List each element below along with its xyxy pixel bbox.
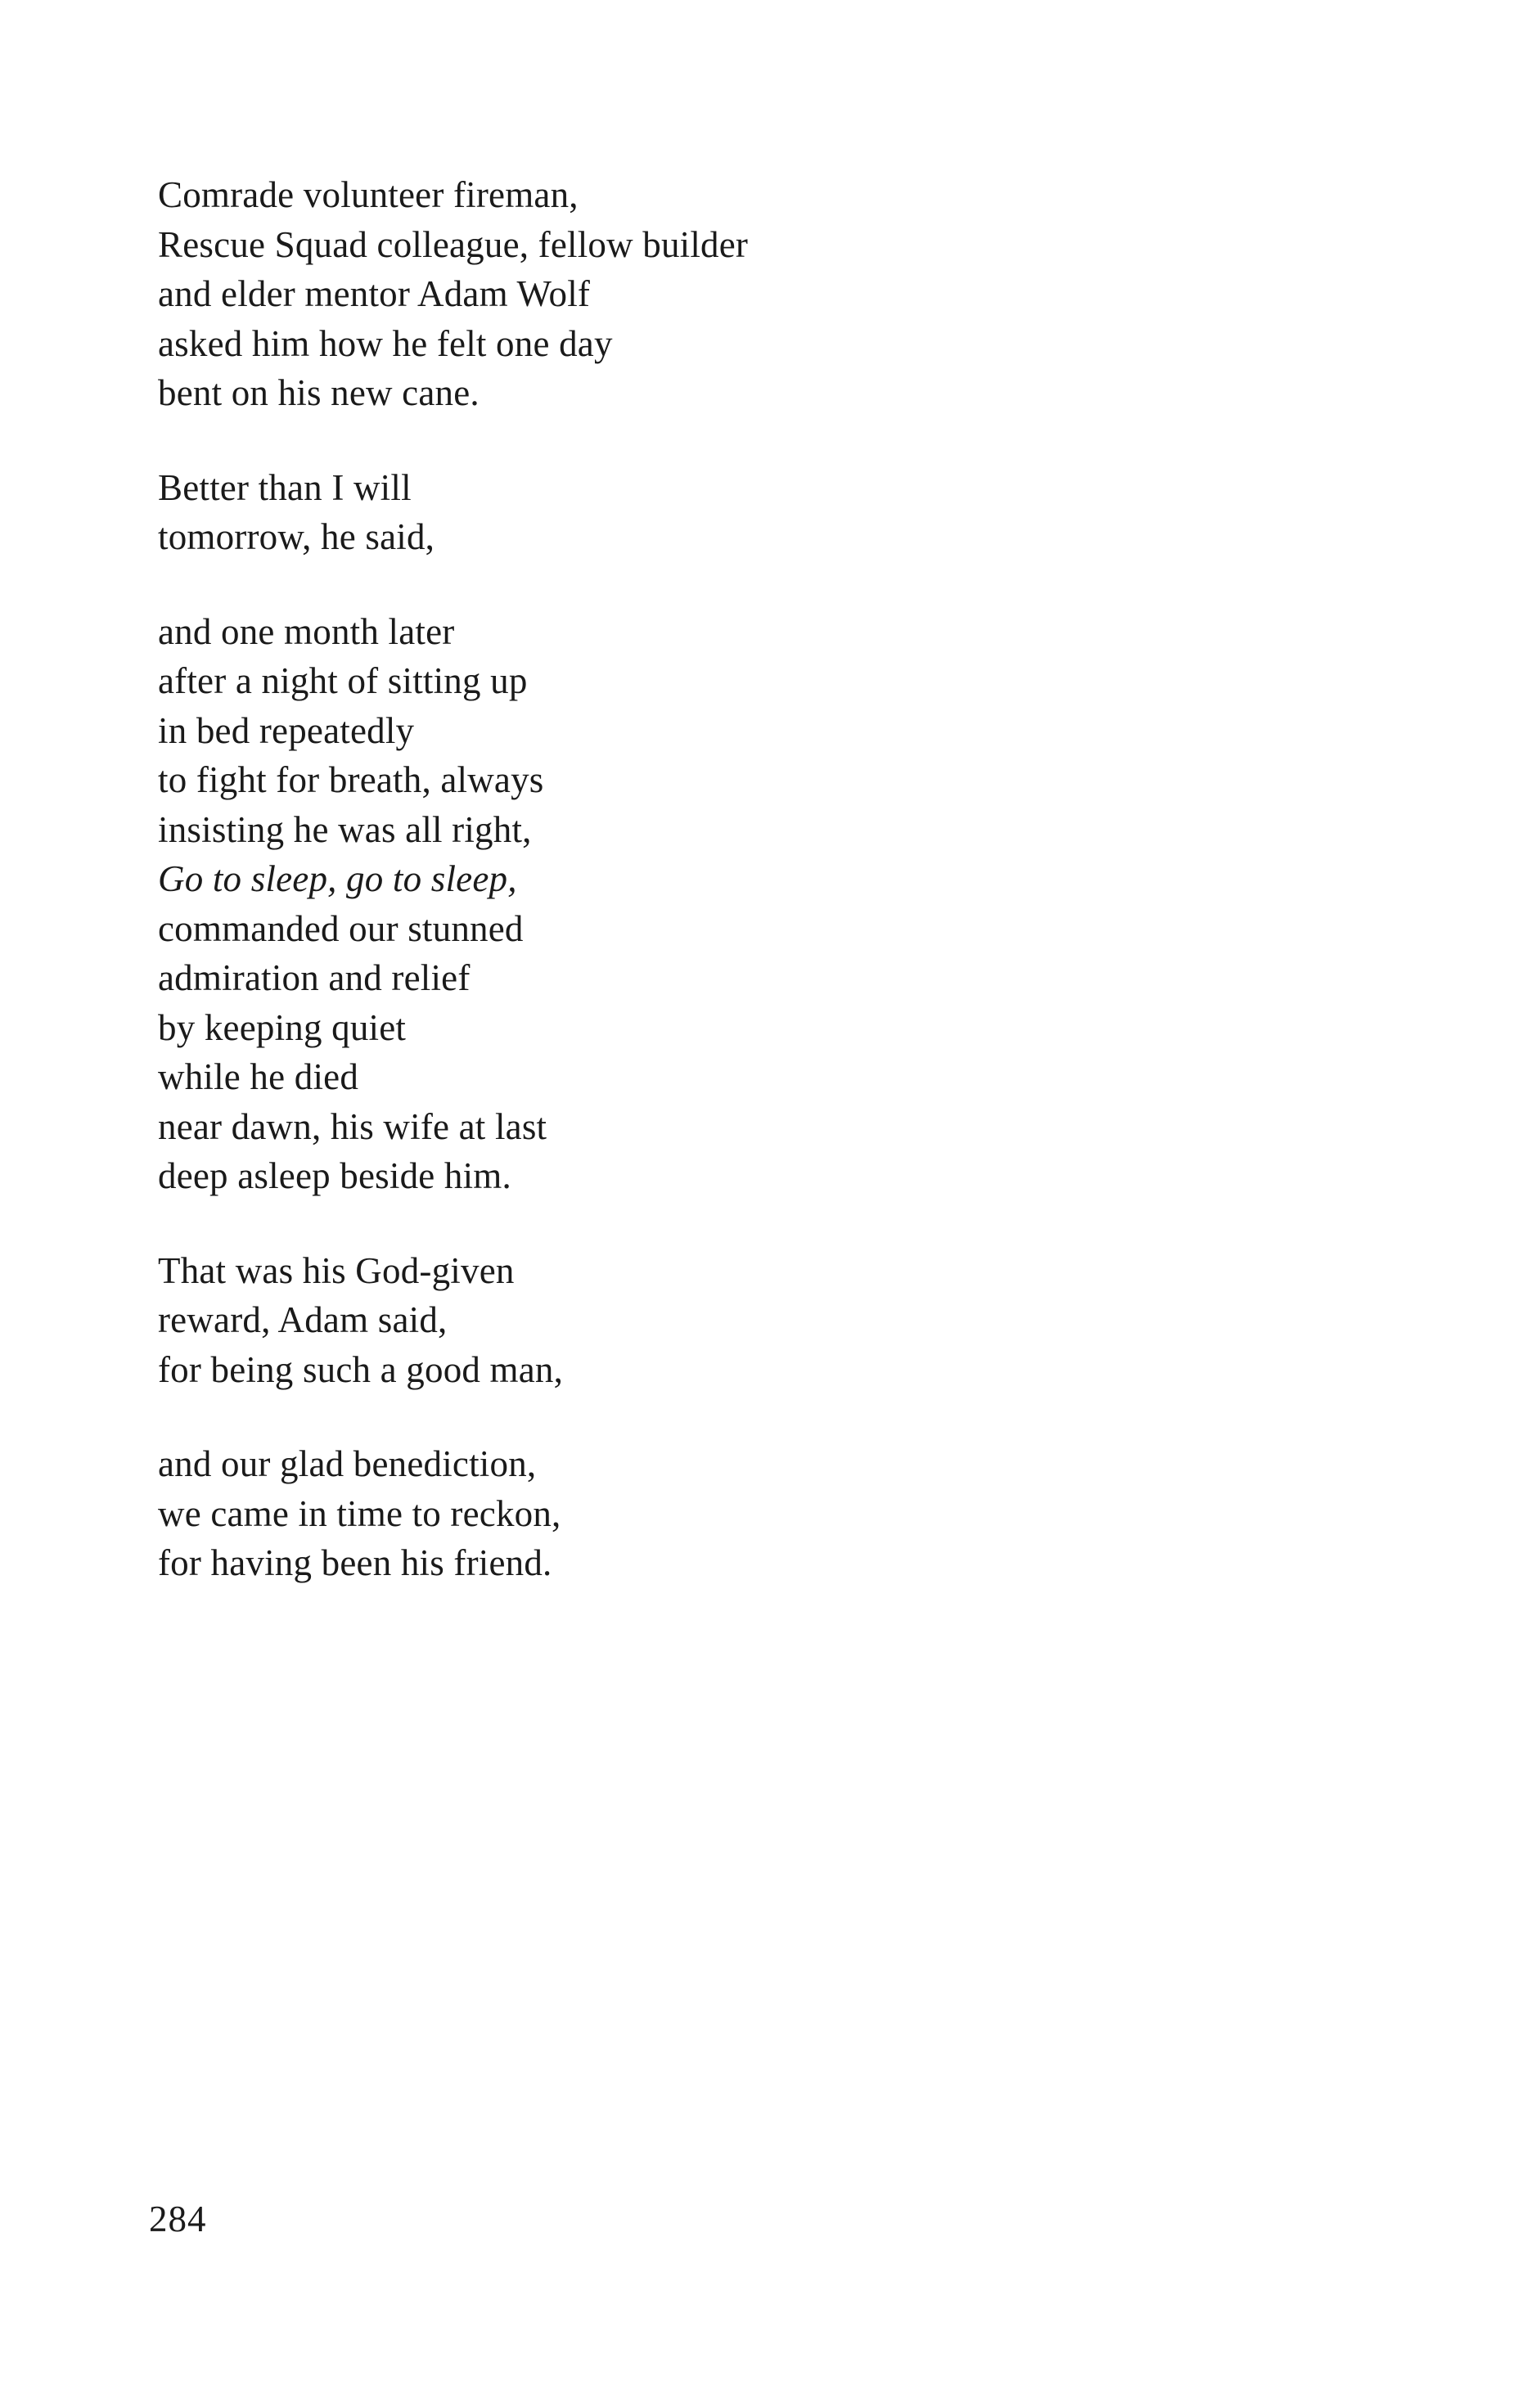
page-number: 284 xyxy=(149,2199,207,2239)
poem-line: commanded our stunned xyxy=(158,907,524,949)
poem-line: near dawn, his wife at last xyxy=(158,1105,547,1147)
poem-line: bent on his new cane. xyxy=(158,372,480,413)
poem-line: admiration and relief xyxy=(158,957,471,998)
poem-line: in bed repeatedly xyxy=(158,709,415,751)
poem-line: deep asleep beside him. xyxy=(158,1155,511,1196)
stanza xyxy=(158,463,1385,562)
poem-line: Go to sleep, go to sleep, xyxy=(158,858,517,899)
poem-line: tomorrow, he said, xyxy=(158,516,435,557)
poem-line: for being such a good man, xyxy=(158,1348,564,1390)
poem-line: insisting he was all right, xyxy=(158,808,532,850)
poem-line: we came in time to reckon, xyxy=(158,1492,561,1534)
poem-line: for having been his friend. xyxy=(158,1542,552,1583)
poem-body xyxy=(158,170,1385,1588)
poem-line: reward, Adam said, xyxy=(158,1299,448,1340)
stanza xyxy=(158,607,1385,1201)
poem-line: while he died xyxy=(158,1056,359,1097)
poem-line: Better than I will xyxy=(158,466,412,508)
poem-line: Rescue Squad colleague, fellow builder xyxy=(158,223,749,265)
poem-line: Comrade volunteer fireman, xyxy=(158,174,579,215)
poem-line: by keeping quiet xyxy=(158,1006,407,1048)
poem-line: and one month later xyxy=(158,610,455,652)
poem-line: asked him how he felt one day xyxy=(158,322,613,364)
poem-line: That was his God-given xyxy=(158,1249,515,1291)
stanza xyxy=(158,1246,1385,1395)
poem-line: after a night of sitting up xyxy=(158,660,528,701)
poem-line: and our glad benediction, xyxy=(158,1443,537,1484)
poem-line: to fight for breath, always xyxy=(158,759,544,800)
stanza xyxy=(158,1439,1385,1588)
poem-line: and elder mentor Adam Wolf xyxy=(158,273,591,314)
stanza xyxy=(158,170,1385,418)
